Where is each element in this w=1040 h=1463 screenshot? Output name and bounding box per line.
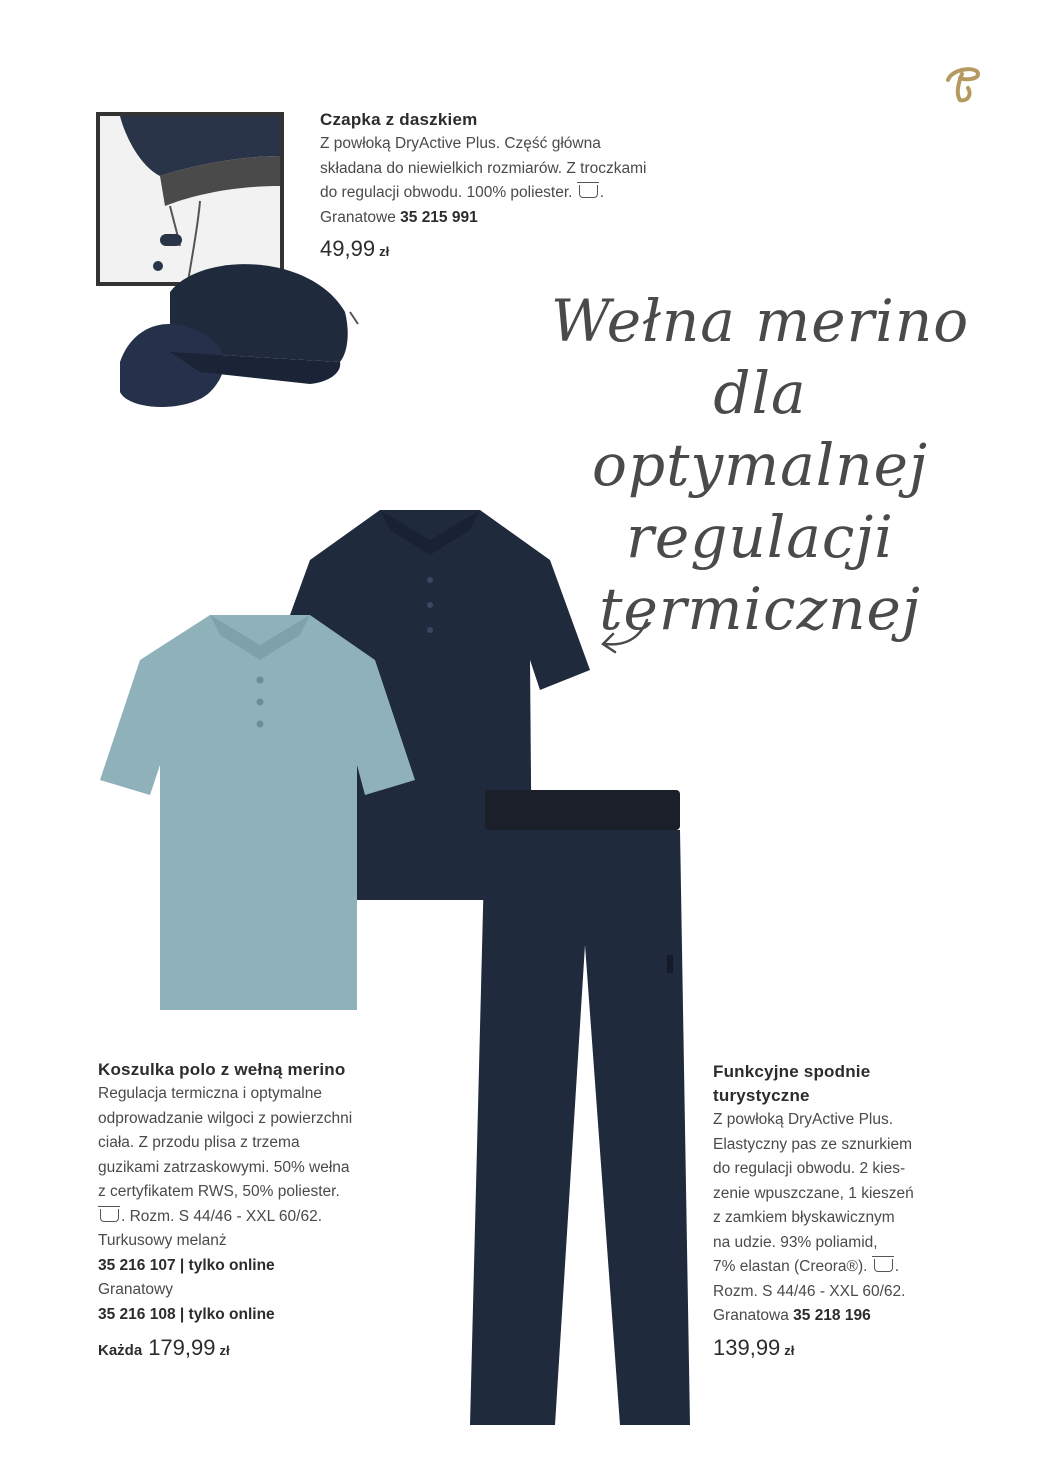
polo-price-label: Każda [98, 1342, 143, 1359]
pants-variant-label: Granatowa [713, 1307, 789, 1324]
polo-variant-2-code: 35 216 108 [98, 1305, 176, 1323]
turquoise-polo-image [95, 605, 425, 1015]
wash-30-icon [579, 185, 598, 198]
polo-variant-2-note: | tylko online [179, 1305, 275, 1323]
pants-size-line: Rozm. S 44/46 - XXL 60/62. [713, 1282, 906, 1300]
pants-desc-line-6: na udzie. 93% poliamid, [713, 1233, 878, 1251]
polo-price-currency: zł [219, 1343, 230, 1358]
polo-desc-line-2: odprowadzanie wilgoci z powierzchni [98, 1109, 353, 1127]
cap-desc-line-1: Z powłoką DryActive Plus. Część główna [320, 135, 601, 152]
polo-desc-line-1: Regulacja termiczna i optymalne [98, 1085, 322, 1102]
pants-price [713, 1335, 914, 1361]
cap-desc-line-2: składana do niewielkich rozmiarów. Z troczkami [320, 159, 647, 177]
headline-line-4: termicznej [599, 575, 921, 643]
polo-price-value: 179,99 [148, 1335, 216, 1360]
pants-desc-line-3: do regulacji obwodu. 2 kies- [713, 1160, 906, 1177]
pants-desc-line-1: Z powłoką DryActive Plus. [713, 1111, 894, 1128]
polo-variant-2-label: Granatowy [98, 1281, 173, 1298]
cap-image [110, 252, 360, 422]
polo-variant-1-code: 35 216 107 [98, 1256, 176, 1274]
pants-price-value: 139,99 [713, 1334, 781, 1360]
headline [540, 285, 980, 645]
wash-40-icon [100, 1209, 119, 1222]
pants-variant-code: 35 218 196 [793, 1307, 871, 1324]
polo-variant-1-note: | tylko online [179, 1256, 275, 1274]
cap-price-currency: zł [379, 244, 390, 259]
cap-price [320, 236, 646, 262]
pants-elastan-line: 7% elastan (Creora®). [713, 1258, 868, 1275]
pants-title-line-2: turystyczne [713, 1086, 810, 1105]
polo-variant-1-label: Turkusowy melanż [98, 1232, 227, 1249]
polo-size-line: . Rozm. S 44/46 - XXL 60/62. [121, 1207, 323, 1225]
cap-variant-label: Granatowe [320, 208, 396, 226]
pants-title-line-1: Funkcyjne spodnie [713, 1062, 871, 1081]
headline-line-1: Wełna merino [550, 287, 970, 355]
pants-price-currency: zł [784, 1342, 795, 1358]
pants-desc-line-4: zenie wpuszczane, 1 kieszeń [713, 1184, 914, 1202]
pants-desc-line-5: z zamkiem błyskawicznym [713, 1209, 895, 1226]
cap-desc-line-3: do regulacji obwodu. 100% poliester. [320, 184, 573, 201]
pants-desc-line-2: Elastyczny pas ze sznurkiem [713, 1135, 912, 1153]
wash-40-icon [874, 1259, 893, 1272]
tchibo-logo-icon [938, 60, 986, 108]
polo-desc-line-3: ciała. Z przodu plisa z trzema [98, 1134, 300, 1151]
cap-title: Czapka z daszkiem [320, 110, 478, 129]
headline-line-2: dla optymalnej [592, 359, 928, 499]
polo-title: Koszulka polo z wełną merino [98, 1060, 346, 1079]
cap-variant-code: 35 215 991 [400, 208, 478, 226]
cap-price-value: 49,99 [320, 236, 376, 261]
arrow-icon [595, 600, 655, 660]
polo-desc-line-5: z certyfikatem RWS, 50% poliester. [98, 1183, 340, 1200]
headline-line-3: regulacji [626, 503, 894, 571]
polo-desc-line-4: guzikami zatrzaskowymi. 50% wełna [98, 1158, 350, 1176]
pants-image [455, 785, 705, 1435]
polo-price [98, 1335, 352, 1361]
